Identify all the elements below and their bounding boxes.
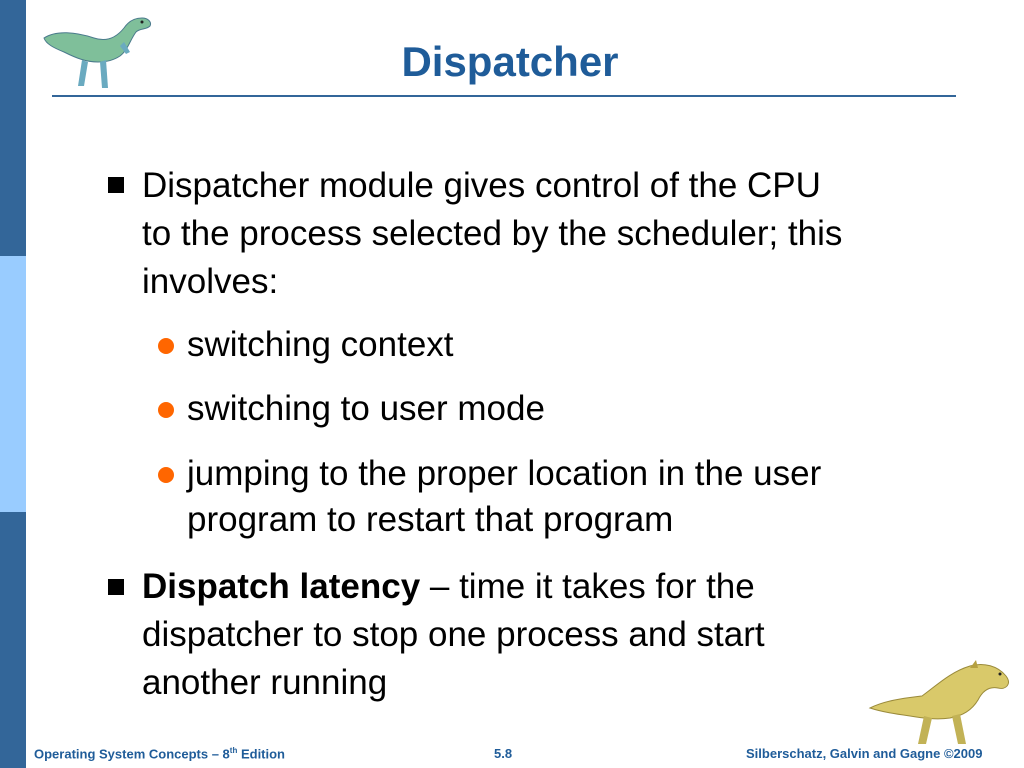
subitem-3-line-1: jumping to the proper location in the user [187, 454, 822, 493]
footer-page-number: 5.8 [494, 746, 513, 761]
subitem-1: switching context [187, 325, 454, 364]
dinosaur-icon [866, 656, 1016, 752]
page-title: Dispatcher [401, 38, 619, 85]
bullet-1-line-2: to the process selected by the scheduler; this [142, 214, 843, 253]
bullet-2-line-1 [142, 563, 755, 611]
bullet-1-line-3: involves: [142, 262, 279, 301]
bullet-2-line-3: another running [142, 663, 388, 702]
footer-book-title: Operating System Concepts – 8th Edition [34, 746, 286, 762]
square-bullet-icon [108, 579, 124, 595]
dot-bullet-icon [158, 467, 174, 483]
dot-bullet-icon [158, 338, 174, 354]
dot-bullet-icon [158, 402, 174, 418]
bullet-2-line-2: dispatcher to stop one process and start [142, 615, 765, 654]
bullet-2-rest: – time it takes for the [420, 567, 755, 606]
footer-authors: Silberschatz, Galvin and Gagne ©2009 [746, 746, 983, 761]
square-bullet-icon [108, 177, 124, 193]
bullet-2-term: Dispatch latency [142, 567, 421, 606]
bullet-1-line-1: Dispatcher module gives control of the CPU [142, 166, 821, 205]
subitem-2: switching to user mode [187, 389, 545, 428]
subitem-3-line-2: program to restart that program [187, 500, 674, 539]
